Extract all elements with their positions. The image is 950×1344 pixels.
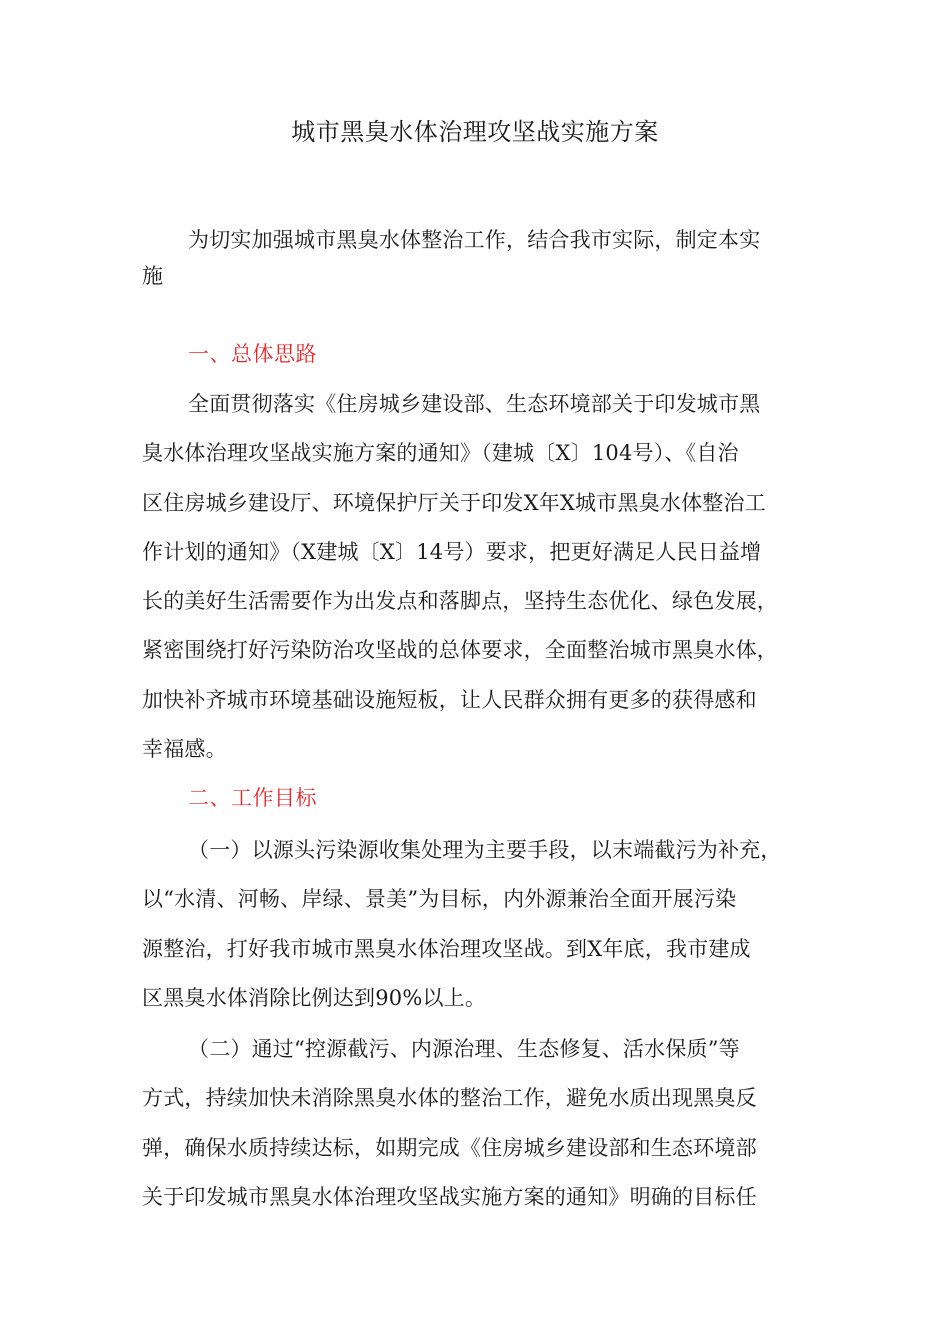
section-2-heading: 二、工作目标 xyxy=(188,786,317,810)
section-1-paragraph xyxy=(142,380,832,774)
section-2-item-1 xyxy=(142,826,832,1023)
intro-line: 为切实加强城市黑臭水体整治工作，结合我市实际，制定本实 xyxy=(188,228,761,252)
paragraph-line: （二）通过“控源截污、内源治理、生态修复、活水保质”等 xyxy=(188,1037,740,1061)
paragraph-line: 加快补齐城市环境基础设施短板，让人民群众拥有更多的获得感和 xyxy=(142,687,757,712)
paragraph-line: 作计划的通知》（X建城〔X〕14号）要求，把更好满足人民日益增 xyxy=(142,539,762,564)
paragraph-line: 长的美好生活需要作为出发点和落脚点，坚持生态优化、绿色发展， xyxy=(142,589,778,614)
section-1-heading: 一、总体思路 xyxy=(188,342,317,366)
document-title: 城市黑臭水体治理攻坚战实施方案 xyxy=(291,118,659,146)
paragraph-line: 全面贯彻落实《住房城乡建设部、生态环境部关于印发城市黑 xyxy=(188,392,761,416)
intro-line: 施 xyxy=(142,264,164,288)
paragraph-line: 紧密围绕打好污染防治攻坚战的总体要求，全面整治城市黑臭水体， xyxy=(142,638,778,663)
paragraph-line: 以“水清、河畅、岸绿、景美”为目标，内外源兼治全面开展污染 xyxy=(142,887,737,912)
paragraph-line: 弹，确保水质持续达标，如期完成《住房城乡建设部和生态环境部 xyxy=(142,1135,757,1160)
paragraph-line: 区住房城乡建设厅、环境保护厅关于印发X年X城市黑臭水体整治工 xyxy=(142,490,766,515)
section-2-item-2 xyxy=(142,1025,832,1222)
paragraph-line: 幸福感。 xyxy=(142,737,227,762)
paragraph-line: 源整治，打好我市城市黑臭水体治理攻坚战。到X年底，我市建成 xyxy=(142,936,751,961)
paragraph-line: 方式，持续加快未消除黑臭水体的整治工作，避免水质出现黑臭反 xyxy=(142,1086,757,1111)
paragraph-line: （一）以源头污染源收集处理为主要手段，以末端截污为补充， xyxy=(188,838,782,862)
paragraph-line: 臭水体治理攻坚战实施方案的通知》（建城〔X〕104号）、《自治 xyxy=(142,441,739,466)
paragraph-line: 关于印发城市黑臭水体治理攻坚战实施方案的通知》明确的目标任 xyxy=(142,1184,757,1209)
intro-paragraph xyxy=(142,222,832,294)
paragraph-line: 区黑臭水体消除比例达到90%以上。 xyxy=(142,985,487,1010)
